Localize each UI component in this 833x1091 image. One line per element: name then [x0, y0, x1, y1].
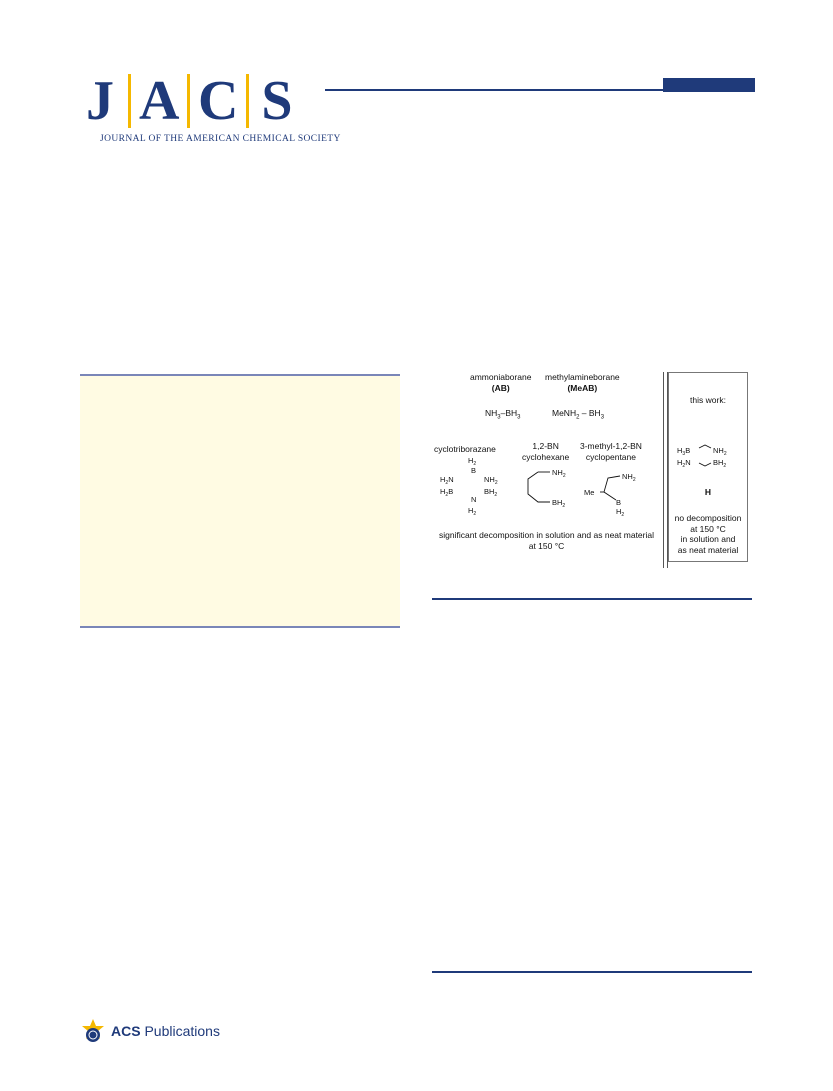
svg-text:H2N: $H_2N$: [440, 475, 454, 486]
bn-cyclohexane-label: 1,2-BN cyclohexane: [522, 441, 570, 462]
svg-text:NH2: $NH_2$: [713, 446, 727, 457]
logo-letter-s: S: [261, 70, 293, 132]
svg-text:N: N: [471, 495, 477, 504]
journal-masthead: [80, 70, 760, 150]
svg-text:BH2: $BH_2$: [552, 498, 566, 509]
compound-label: H: [704, 487, 712, 497]
logo-letter-j: J: [86, 70, 114, 132]
bn-cyclohexane-structure: [520, 464, 580, 514]
meab-label: methylamineborane (MeAB): [545, 372, 620, 393]
section-rule: [432, 598, 752, 600]
section-rule: [432, 971, 752, 973]
ab-formula: $NH_3-BH_3$: [485, 408, 521, 421]
abstract-box: [80, 374, 400, 628]
ab-label: ammoniaborane (AB): [470, 372, 532, 393]
svg-text:NH2: $NH_2$: [622, 472, 636, 483]
svg-text:B: B: [616, 498, 622, 507]
logo-divider: [187, 74, 190, 128]
journal-name: JOURNAL OF THE AMERICAN CHEMICAL SOCIETY: [100, 134, 341, 144]
figure-divider: [663, 372, 664, 568]
this-work-label: this work:: [690, 395, 726, 405]
left-caption: significant decomposition in solution and as neat material at 150 °C: [439, 530, 654, 551]
meab-formula: MeNH$_2$ – $BH_3$: [552, 408, 605, 421]
logo-divider: [246, 74, 249, 128]
logo-divider: [128, 74, 131, 128]
acs-publications-logo: [80, 1018, 220, 1044]
svg-text:H2B: $H_2B$: [440, 487, 454, 498]
svg-text:H2N: $H_2N$: [677, 458, 691, 469]
cyclotriborazane-label: cyclotriborazane: [434, 444, 496, 454]
jacs-logo: [80, 70, 297, 132]
svg-text:BH2: $BH_2$: [713, 458, 727, 469]
svg-text:H2: $H_2$: [468, 456, 477, 467]
svg-text:BH2: $BH_2$: [484, 487, 498, 498]
svg-text:NH2: $NH_2$: [552, 468, 566, 479]
svg-text:NH2: $NH_2$: [484, 475, 498, 486]
methyl-label: Me: [584, 488, 595, 497]
compound-h-structure: [675, 443, 745, 483]
svg-text:H3B: $H_3B$: [677, 446, 691, 457]
svg-text:H2: $H_2$: [616, 507, 625, 518]
masthead-accent-block: [663, 78, 755, 92]
acs-emblem-icon: [80, 1018, 106, 1044]
publisher-name: ACS Publications: [111, 1023, 220, 1039]
this-work-box: [668, 372, 748, 562]
svg-text:B: B: [471, 466, 477, 475]
bn-cyclopentane-label: 3-methyl-1,2-BN cyclopentane: [580, 441, 642, 462]
right-caption: no decomposition at 150 °C in solution and as neat material: [674, 513, 742, 555]
svg-text:H2: $H_2$: [468, 506, 477, 517]
toc-graphic: [430, 368, 755, 568]
bn-cyclopentane-structure: [580, 464, 652, 524]
logo-letter-c: C: [198, 70, 239, 132]
logo-letter-a: A: [139, 70, 180, 132]
cyclotriborazane-structure: [434, 456, 514, 528]
